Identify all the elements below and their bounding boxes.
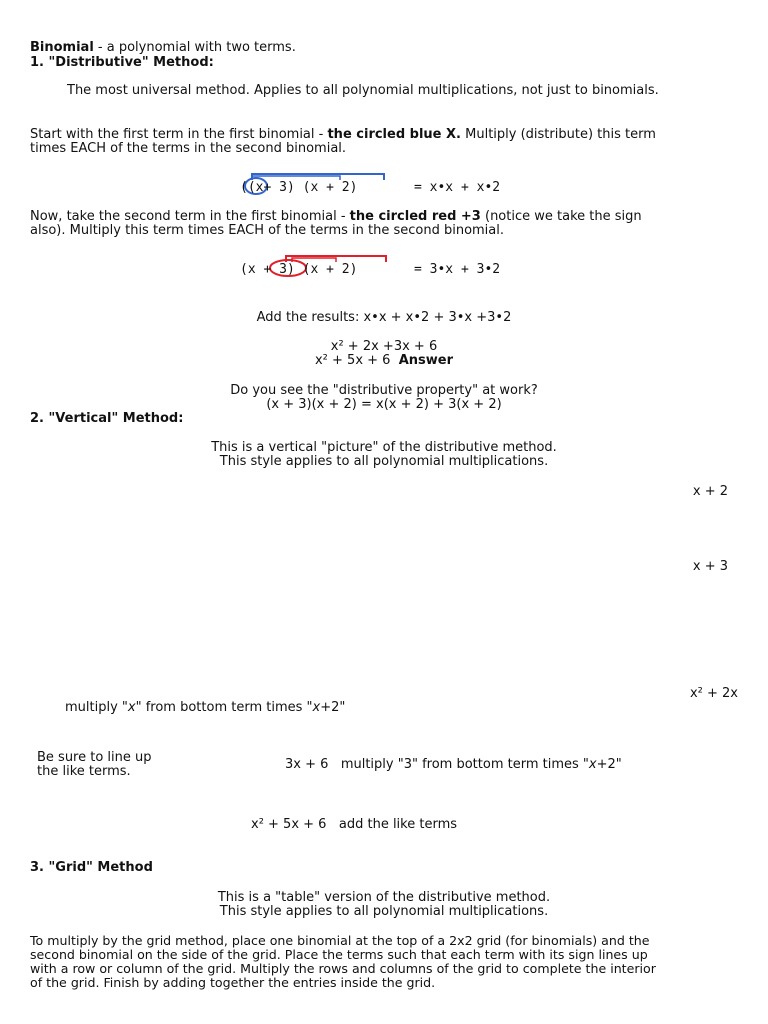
- binomial-definition-text: - a polynomial with two terms.: [93, 40, 296, 55]
- figure-2-result: = 3•x + 3•2: [414, 262, 501, 277]
- vertical-partial-2: [285, 757, 622, 772]
- figure-1-result: = x•x + x•2: [414, 180, 501, 195]
- grid-para-line-1: To multiply by the grid method, place one binomial at the top of a 2x2 grid (for binomials) and the: [30, 933, 650, 948]
- grid-para-line-2: second binomial on the side of the grid. Place the terms such that each term with its sign lines up: [30, 947, 648, 962]
- binomial-term: Binomial: [30, 40, 94, 55]
- note-2-x: x: [588, 757, 597, 772]
- side-note-line-2: the like terms.: [37, 764, 131, 779]
- note-1-a: multiply ": [65, 700, 128, 715]
- distribute-3-figure: [236, 254, 546, 280]
- distribute-x-figure: [236, 172, 536, 198]
- section-3-heading: 3. "Grid" Method: [30, 860, 153, 875]
- section-3-desc-2: This style applies to all polynomial multiplications.: [219, 904, 549, 919]
- section-1-intro: The most universal method. Applies to all polynomial multiplications, not just to binomials.: [67, 83, 659, 98]
- figure-1-expression: ((x+ 3) (x + 2): [240, 180, 358, 195]
- step-2-text-a: Now, take the second term in the first binomial -: [30, 209, 350, 224]
- step-2-highlight: the circled red +3: [349, 209, 481, 224]
- step-1-text: [30, 127, 656, 142]
- section-1-heading: 1. "Distributive" Method:: [30, 55, 214, 70]
- step-2-text: [30, 209, 642, 224]
- step-2-text-c: (notice we take the sign: [480, 209, 642, 224]
- final-answer: [0, 353, 768, 368]
- sum-expression: x² + 5x + 6: [251, 817, 327, 832]
- distributive-identity: (x + 3)(x + 2) = x(x + 2) + 3(x + 2): [266, 397, 502, 412]
- section-2-desc-1: This is a vertical "picture" of the distributive method.: [211, 440, 557, 455]
- vertical-sum: [251, 817, 457, 832]
- vertical-bottom-factor: x + 3: [692, 559, 728, 574]
- answer-label: Answer: [398, 353, 454, 368]
- section-2-desc-2: This style applies to all polynomial multiplications.: [219, 454, 549, 469]
- note-2-a: multiply "3" from bottom term times ": [340, 757, 589, 772]
- sum-note: add the like terms: [338, 817, 458, 832]
- add-results: Add the results: x•x + x•2 + 3•x +3•2: [256, 310, 512, 325]
- step-1-text-c: Multiply (distribute) this term: [461, 127, 656, 142]
- step-1-text-line2: times EACH of the terms in the second binomial.: [30, 141, 347, 156]
- note-1-x: x: [127, 700, 136, 715]
- note-1-d: +2": [320, 700, 346, 715]
- vertical-partial-1: x² + 2x: [689, 686, 738, 701]
- grid-para-line-3: with a row or column of the grid. Multiply the rows and columns of the grid to complete the interior: [30, 961, 656, 976]
- side-note-line-1: Be sure to line up: [37, 750, 152, 765]
- vertical-note-1: [65, 700, 345, 715]
- final-expression: x² + 5x + 6: [314, 353, 391, 368]
- partial-2-expression: 3x + 6: [285, 757, 329, 772]
- step-1-text-a: Start with the first term in the first binomial -: [30, 127, 328, 142]
- vertical-top-factor: x + 2: [692, 484, 728, 499]
- grid-para-line-4: of the grid. Finish by adding together the entries inside the grid.: [30, 975, 436, 990]
- note-2-b: +2": [596, 757, 622, 772]
- note-1-c: x: [312, 700, 321, 715]
- step-2-text-line2: also). Multiply this term times EACH of the terms in the second binomial.: [30, 223, 505, 238]
- figure-2-expression: (x + 3) (x + 2): [240, 262, 358, 277]
- note-1-b: " from bottom term times ": [135, 700, 313, 715]
- section-2-heading: 2. "Vertical" Method:: [30, 411, 184, 426]
- section-3-desc-1: This is a "table" version of the distributive method.: [217, 890, 551, 905]
- property-question: Do you see the "distributive property" at work?: [230, 383, 538, 398]
- simplified-expression: x² + 2x +3x + 6: [330, 339, 438, 354]
- step-1-highlight: the circled blue X.: [327, 127, 461, 142]
- binomial-definition: [30, 40, 296, 55]
